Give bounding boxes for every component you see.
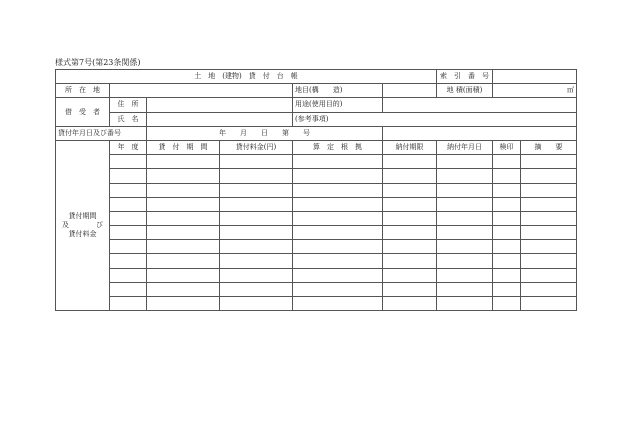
cell[interactable] [383,197,437,211]
cell[interactable] [147,282,220,296]
table-row [56,254,577,268]
location-field[interactable] [110,84,293,98]
cell[interactable] [383,297,437,311]
cell[interactable] [521,169,577,183]
cell[interactable] [383,169,437,183]
cell[interactable] [521,297,577,311]
cell[interactable] [383,226,437,240]
table-row [56,240,577,254]
column-header-row [56,140,577,154]
cell[interactable] [110,169,147,183]
cell[interactable] [147,211,220,225]
area-unit: ㎡ [567,86,574,95]
borrower-label: 借 受 者 [56,98,110,126]
column-header: 年 度 [110,140,147,154]
cell[interactable] [220,297,293,311]
ledger-title: 土 地 (建物) 貸 付 台 帳 [56,70,437,84]
cell[interactable] [147,155,220,169]
cell[interactable] [493,282,521,296]
cell[interactable] [110,240,147,254]
area-label: 地 積(面積) [437,84,493,98]
table-row [56,197,577,211]
cell[interactable] [110,254,147,268]
cell[interactable] [493,240,521,254]
cell[interactable] [110,211,147,225]
loan-date-blank[interactable] [383,126,577,140]
cell[interactable] [147,183,220,197]
column-header: 貸 付 期 間 [147,140,220,154]
cell[interactable] [293,226,383,240]
location-label: 所 在 地 [56,84,110,98]
cell[interactable] [493,183,521,197]
cell[interactable] [220,254,293,268]
area-field[interactable] [493,84,577,98]
cell[interactable] [220,155,293,169]
usage-label: 用途(使用目的) [293,98,383,112]
table-row [56,169,577,183]
reference-notes[interactable] [293,112,577,126]
table-row [56,297,577,311]
borrower-name-row [56,112,577,126]
cell[interactable] [437,297,493,311]
index-number-label: 索 引 番 号 [437,70,493,84]
cell[interactable] [293,268,383,282]
cell[interactable] [147,197,220,211]
cell[interactable] [383,183,437,197]
period-and-fee-label [56,140,110,310]
address-label: 住 所 [110,98,147,112]
cell[interactable] [437,183,493,197]
cell[interactable] [521,240,577,254]
column-header: 納付期限 [383,140,437,154]
cell[interactable] [147,297,220,311]
cell[interactable] [383,282,437,296]
cell[interactable] [493,155,521,169]
cell[interactable] [437,240,493,254]
table-row [56,183,577,197]
loan-date-label: 貸付年月日及び番号 [56,126,147,140]
cell[interactable] [437,282,493,296]
cell[interactable] [110,183,147,197]
address-field[interactable] [147,98,293,112]
title-row [56,70,577,84]
borrower-address-row [56,98,577,112]
cell[interactable] [110,226,147,240]
cell[interactable] [147,268,220,282]
cell[interactable] [437,197,493,211]
land-category-field[interactable] [383,84,437,98]
table-row [56,211,577,225]
name-field[interactable] [147,112,293,126]
cell[interactable] [147,226,220,240]
cell[interactable] [220,183,293,197]
cell[interactable] [293,282,383,296]
cell[interactable] [521,282,577,296]
fee-label: 貸付料金 [68,230,97,239]
cell[interactable] [220,268,293,282]
cell[interactable] [220,169,293,183]
cell[interactable] [220,226,293,240]
index-number-field[interactable] [493,70,577,84]
land-category-label: 地目(構 造) [293,84,383,98]
table-row [56,226,577,240]
cell[interactable] [521,155,577,169]
table-row [56,155,577,169]
cell[interactable] [493,169,521,183]
cell[interactable] [521,226,577,240]
cell[interactable] [521,254,577,268]
reference-label: (参考事項) [295,114,329,123]
cell[interactable] [293,155,383,169]
cell[interactable] [293,183,383,197]
table-row [56,268,577,282]
cell[interactable] [437,254,493,268]
cell[interactable] [110,197,147,211]
cell[interactable] [110,282,147,296]
cell[interactable] [493,254,521,268]
cell[interactable] [293,240,383,254]
cell[interactable] [383,155,437,169]
cell[interactable] [110,155,147,169]
column-header: 納付年月日 [437,140,493,154]
cell[interactable] [437,169,493,183]
cell[interactable] [493,268,521,282]
usage-field[interactable] [383,98,577,112]
cell[interactable] [493,226,521,240]
column-header: 貸付料金(円) [220,140,293,154]
cell[interactable] [493,211,521,225]
period-label: 貸付期間 [68,212,97,221]
cell[interactable] [383,211,437,225]
cell[interactable] [220,240,293,254]
cell[interactable] [437,211,493,225]
column-header: 算 定 根 拠 [293,140,383,154]
cell[interactable] [437,226,493,240]
cell[interactable] [220,211,293,225]
cell[interactable] [110,297,147,311]
cell[interactable] [521,183,577,197]
cell[interactable] [383,240,437,254]
cell[interactable] [147,240,220,254]
cell[interactable] [220,197,293,211]
cell[interactable] [147,254,220,268]
cell[interactable] [521,197,577,211]
cell[interactable] [293,197,383,211]
cell[interactable] [293,169,383,183]
loan-date-row [56,126,577,140]
cell[interactable] [493,297,521,311]
cell[interactable] [293,254,383,268]
location-row [56,84,577,98]
cell[interactable] [521,268,577,282]
cell[interactable] [147,169,220,183]
land-lease-ledger [55,69,577,311]
column-header: 検印 [493,140,521,154]
and-label: 及 び [62,221,103,230]
cell[interactable] [437,155,493,169]
cell[interactable] [110,268,147,282]
cell[interactable] [293,297,383,311]
table-row [56,282,577,296]
loan-date-value[interactable]: 年 月 日 第 号 [147,126,383,140]
cell[interactable] [293,211,383,225]
cell[interactable] [493,197,521,211]
cell[interactable] [220,282,293,296]
cell[interactable] [521,211,577,225]
form-number-label: 様式第7号(第23条関係) [55,58,141,67]
column-header: 摘 要 [521,140,577,154]
cell[interactable] [437,268,493,282]
cell[interactable] [383,254,437,268]
name-label: 氏 名 [110,112,147,126]
cell[interactable] [383,268,437,282]
